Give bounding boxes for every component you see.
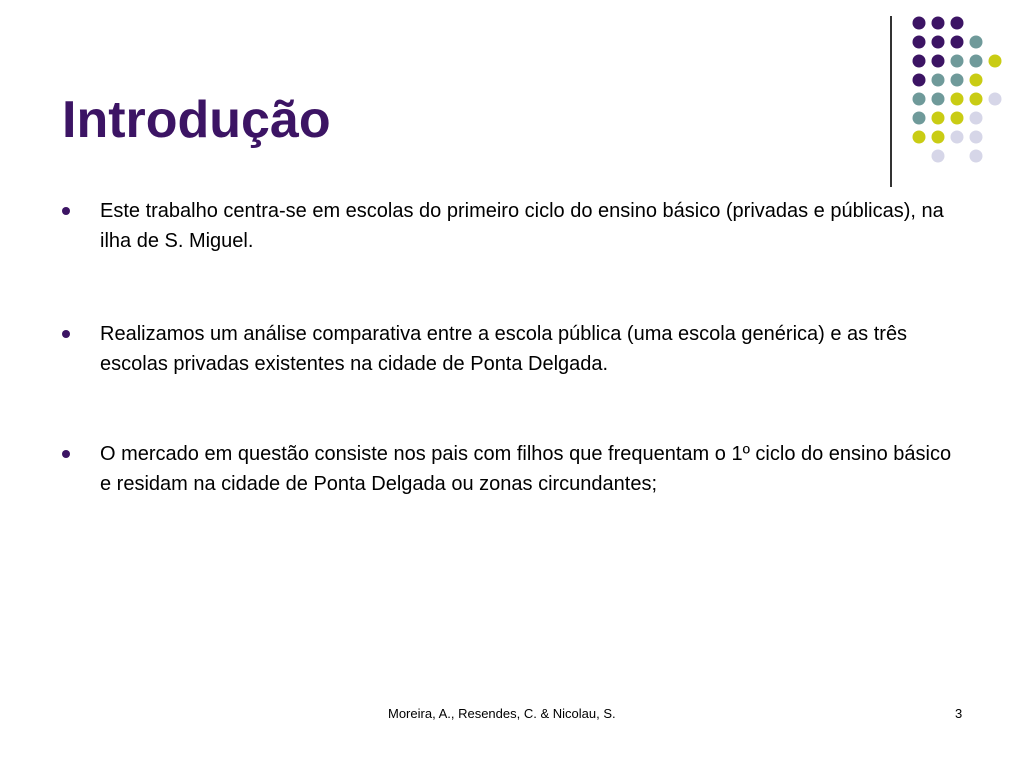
bullet-list <box>62 196 962 499</box>
decorative-dot <box>970 112 983 125</box>
decorative-dot <box>970 55 983 68</box>
decorative-dot <box>970 93 983 106</box>
decorative-dot <box>989 55 1002 68</box>
decorative-dot <box>932 36 945 49</box>
bullet-text: Realizamos um análise comparativa entre a escola pública (uma escola genérica) e as três escolas privadas existentes na cidade de Ponta Delgada. <box>100 323 908 375</box>
decorative-dot <box>951 93 964 106</box>
decorative-dot <box>932 112 945 125</box>
decorative-dot <box>913 55 926 68</box>
decorative-dot <box>951 112 964 125</box>
decorative-dot <box>932 17 945 30</box>
decorative-dot <box>913 74 926 87</box>
decorative-dot <box>951 17 964 30</box>
bullet-item <box>62 439 962 499</box>
decorative-dot <box>932 150 945 163</box>
decorative-dot <box>932 55 945 68</box>
bullet-item <box>62 319 962 379</box>
slide-title: Introdução <box>62 91 331 149</box>
vertical-divider <box>890 16 892 187</box>
bullet-dot-icon <box>62 330 70 338</box>
decorative-dot <box>951 131 964 144</box>
decorative-dot <box>951 55 964 68</box>
decorative-dot <box>970 150 983 163</box>
decorative-dot <box>932 74 945 87</box>
decorative-dot <box>913 17 926 30</box>
bullet-text: O mercado em questão consiste nos pais com filhos que frequentam o 1º ciclo do ensino básico e residam na cidade de Ponta Delgada ou zonas circundantes; <box>100 443 952 495</box>
decorative-dot <box>970 131 983 144</box>
decorative-dot <box>913 131 926 144</box>
decorative-dot <box>913 93 926 106</box>
decorative-dot <box>913 36 926 49</box>
decorative-dot <box>989 93 1002 106</box>
bullet-dot-icon <box>62 207 70 215</box>
decorative-dot-grid <box>0 0 1024 200</box>
footer-authors: Moreira, A., Resendes, C. & Nicolau, S. <box>388 706 616 721</box>
bullet-text: Este trabalho centra-se em escolas do primeiro ciclo do ensino básico (privadas e públicas), na ilha de S. Miguel. <box>100 200 944 252</box>
decorative-dot <box>913 112 926 125</box>
bullet-dot-icon <box>62 450 70 458</box>
bullet-item <box>62 196 962 256</box>
decorative-dot <box>970 36 983 49</box>
decorative-dot <box>951 36 964 49</box>
page-number: 3 <box>955 706 963 721</box>
decorative-dot <box>970 74 983 87</box>
decorative-dot <box>932 93 945 106</box>
decorative-dot <box>951 74 964 87</box>
decorative-dot <box>932 131 945 144</box>
